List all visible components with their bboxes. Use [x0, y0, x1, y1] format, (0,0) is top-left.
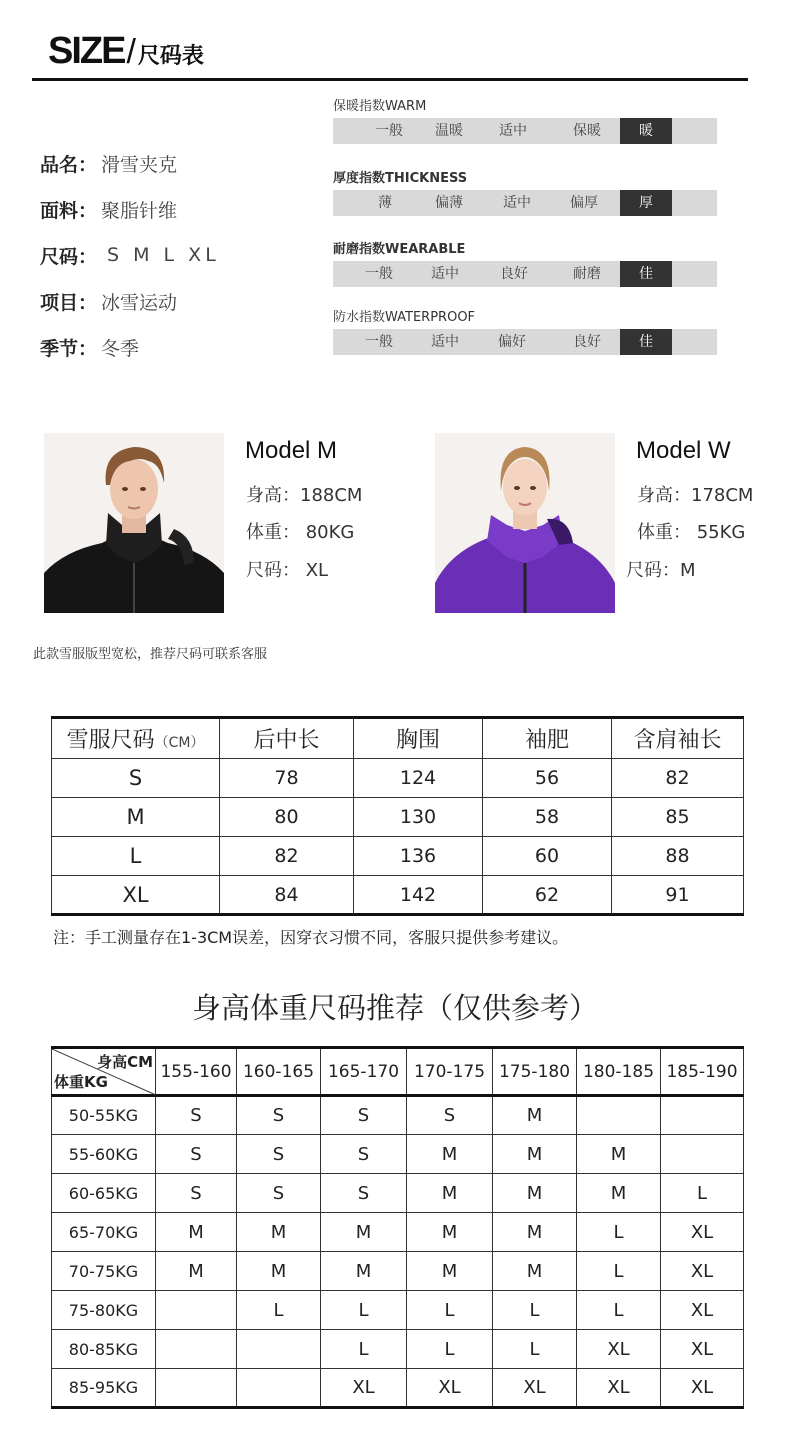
- recommended-size-cell: [156, 1369, 237, 1408]
- model-m-name: Model M: [245, 437, 338, 464]
- wearable-index: [333, 239, 717, 287]
- index-level: 一般: [375, 123, 403, 139]
- recommended-size-cell: S: [237, 1135, 321, 1174]
- recommended-size-cell: L: [577, 1252, 661, 1291]
- table-cell: 62: [483, 876, 612, 915]
- index-level: 偏厚: [570, 195, 598, 211]
- index-title: 厚度指数THICKNESS: [333, 171, 468, 186]
- header-rule: [32, 78, 748, 81]
- recommended-size-cell: S: [237, 1096, 321, 1135]
- recommended-size-cell: M: [407, 1252, 493, 1291]
- product-key: 面料：: [40, 199, 98, 222]
- table-row: [52, 1369, 744, 1408]
- model-w-weight: 体重： 55KG: [637, 522, 746, 543]
- index-level-active: 佳: [620, 261, 672, 287]
- model-w-name: Model W: [636, 437, 731, 464]
- table-row: [52, 1135, 744, 1174]
- recommended-size-cell: M: [407, 1135, 493, 1174]
- size-table-header: [52, 718, 744, 759]
- recommended-size-cell: M: [493, 1135, 577, 1174]
- table-row: [52, 1174, 744, 1213]
- index-level-active: 厚: [620, 190, 672, 216]
- header-title-en: SIZE: [48, 30, 125, 72]
- header-title-cn: 尺码表: [137, 44, 204, 69]
- weight-range-label: 85-95KG: [52, 1369, 156, 1408]
- table-row: [52, 798, 744, 837]
- recommended-size-cell: M: [493, 1174, 577, 1213]
- table-cell: 124: [354, 759, 483, 798]
- index-level: 温暖: [435, 123, 463, 139]
- index-title: 保暖指数WARM: [333, 99, 427, 114]
- table-row: [52, 1291, 744, 1330]
- product-value: 滑雪夹克: [101, 153, 178, 176]
- recommended-size-cell: M: [237, 1213, 321, 1252]
- size-table-header-cell: 袖肥: [483, 718, 612, 759]
- height-range-header: 165-170: [321, 1048, 407, 1096]
- recommended-size-cell: M: [407, 1213, 493, 1252]
- recommended-size-cell: XL: [577, 1330, 661, 1369]
- height-range-header: 170-175: [407, 1048, 493, 1096]
- recommended-size-cell: M: [493, 1252, 577, 1291]
- index-level: 良好: [573, 334, 601, 350]
- weight-range-label: 65-70KG: [52, 1213, 156, 1252]
- recommended-size-cell: [156, 1330, 237, 1369]
- table-cell: 85: [612, 798, 744, 837]
- recommended-size-cell: M: [156, 1213, 237, 1252]
- recommended-size-cell: XL: [661, 1330, 744, 1369]
- recommended-size-cell: M: [493, 1096, 577, 1135]
- recommended-size-cell: [661, 1096, 744, 1135]
- table-cell: 142: [354, 876, 483, 915]
- index-bar: [333, 118, 717, 144]
- recommended-size-cell: S: [156, 1174, 237, 1213]
- recommended-size-cell: S: [321, 1174, 407, 1213]
- index-level: 适中: [499, 123, 527, 139]
- product-key: 品名：: [40, 153, 98, 176]
- table-row: [52, 1330, 744, 1369]
- recommended-size-cell: M: [577, 1174, 661, 1213]
- recommended-size-cell: XL: [661, 1252, 744, 1291]
- product-value: 冬季: [101, 337, 140, 360]
- size-table-unit: （CM）: [154, 735, 205, 751]
- height-range-header: 155-160: [156, 1048, 237, 1096]
- table-row: [52, 1213, 744, 1252]
- weight-range-label: 60-65KG: [52, 1174, 156, 1213]
- index-level: 薄: [378, 195, 392, 211]
- index-level-active: 暖: [620, 118, 672, 144]
- size-table: [51, 716, 744, 916]
- index-bar: [333, 190, 717, 216]
- recommended-size-cell: XL: [321, 1369, 407, 1408]
- product-value: S M L XL: [107, 244, 220, 266]
- recommendation-table: [51, 1046, 744, 1409]
- page-header: [48, 30, 204, 73]
- recommended-size-cell: L: [237, 1291, 321, 1330]
- weight-range-label: 70-75KG: [52, 1252, 156, 1291]
- size-label: L: [52, 837, 220, 876]
- recommended-size-cell: L: [577, 1213, 661, 1252]
- table-row: [52, 1096, 744, 1135]
- fit-note: 此款雪服版型宽松，推荐尺码可联系客服: [33, 647, 268, 662]
- recommended-size-cell: L: [493, 1330, 577, 1369]
- size-label: M: [52, 798, 220, 837]
- weight-range-label: 55-60KG: [52, 1135, 156, 1174]
- index-level: 适中: [431, 334, 459, 350]
- recommended-size-cell: S: [156, 1135, 237, 1174]
- product-key: 项目：: [40, 291, 98, 314]
- recommended-size-cell: M: [577, 1135, 661, 1174]
- product-value: 聚脂针维: [101, 199, 178, 222]
- recommended-size-cell: S: [237, 1174, 321, 1213]
- table-cell: 130: [354, 798, 483, 837]
- size-label: S: [52, 759, 220, 798]
- index-level: 偏好: [498, 334, 526, 350]
- product-key: 季节：: [40, 337, 98, 360]
- recommendation-title: 身高体重尺码推荐（仅供参考）: [191, 991, 598, 1025]
- table-cell: 88: [612, 837, 744, 876]
- weight-range-label: 50-55KG: [52, 1096, 156, 1135]
- model-m-weight: 体重： 80KG: [246, 522, 355, 543]
- recommended-size-cell: L: [407, 1291, 493, 1330]
- recommended-size-cell: XL: [407, 1369, 493, 1408]
- model-m-size: 尺码： XL: [246, 560, 329, 581]
- measure-note: 注：手工测量存在1-3CM误差，因穿衣习惯不同，客服只提供参考建议。: [53, 928, 569, 947]
- table-cell: 82: [220, 837, 354, 876]
- size-table-header-cell: 含肩袖长: [612, 718, 744, 759]
- size-label: XL: [52, 876, 220, 915]
- product-key: 尺码：: [40, 245, 98, 268]
- height-range-header: 180-185: [577, 1048, 661, 1096]
- index-level: 一般: [365, 334, 393, 350]
- table-cell: 82: [612, 759, 744, 798]
- product-row: [40, 186, 220, 232]
- recommended-size-cell: M: [156, 1252, 237, 1291]
- index-level: 适中: [431, 266, 459, 282]
- recommended-size-cell: M: [407, 1174, 493, 1213]
- model-w-size: 尺码：M: [626, 560, 696, 581]
- recommended-size-cell: XL: [661, 1369, 744, 1408]
- table-row: [52, 876, 744, 915]
- model-w-photo: [435, 433, 615, 613]
- recommended-size-cell: L: [321, 1330, 407, 1369]
- model-w-height: 身高：178CM: [637, 485, 754, 506]
- size-table-header-cell: 后中长: [220, 718, 354, 759]
- model-m-photo: [44, 433, 224, 613]
- index-level: 偏薄: [435, 195, 463, 211]
- height-range-header: 160-165: [237, 1048, 321, 1096]
- recommended-size-cell: L: [661, 1174, 744, 1213]
- size-table-header-cell: 胸围: [354, 718, 483, 759]
- recommended-size-cell: [237, 1330, 321, 1369]
- recommendation-corner: [52, 1048, 156, 1096]
- recommended-size-cell: M: [493, 1213, 577, 1252]
- table-row: [52, 759, 744, 798]
- product-info: [40, 140, 220, 370]
- recommended-size-cell: XL: [493, 1369, 577, 1408]
- recommended-size-cell: L: [321, 1291, 407, 1330]
- recommended-size-cell: [156, 1291, 237, 1330]
- height-range-header: 175-180: [493, 1048, 577, 1096]
- recommended-size-cell: XL: [577, 1369, 661, 1408]
- recommended-size-cell: L: [493, 1291, 577, 1330]
- table-cell: 91: [612, 876, 744, 915]
- index-level: 耐磨: [573, 266, 601, 282]
- recommended-size-cell: S: [321, 1135, 407, 1174]
- header-slash: /: [126, 33, 136, 71]
- recommended-size-cell: XL: [661, 1213, 744, 1252]
- index-level-active: 佳: [620, 329, 672, 355]
- product-row: [40, 324, 220, 370]
- index-level: 保暖: [573, 123, 601, 139]
- recommended-size-cell: L: [407, 1330, 493, 1369]
- table-row: [52, 837, 744, 876]
- size-table-corner: [52, 718, 220, 759]
- product-row: [40, 140, 220, 186]
- index-level: 良好: [500, 266, 528, 282]
- index-level: 适中: [503, 195, 531, 211]
- table-cell: 78: [220, 759, 354, 798]
- corner-weight-label: 体重KG: [54, 1073, 108, 1091]
- index-bar: [333, 329, 717, 355]
- product-value: 冰雪运动: [101, 291, 178, 314]
- table-cell: 80: [220, 798, 354, 837]
- recommended-size-cell: M: [237, 1252, 321, 1291]
- index-title: 防水指数WATERPROOF: [333, 310, 476, 325]
- index-level: 一般: [365, 266, 393, 282]
- recommendation-header: [52, 1048, 744, 1096]
- index-title: 耐磨指数WEARABLE: [333, 242, 466, 257]
- waterproof-index: [333, 307, 717, 355]
- corner-height-label: 身高CM: [97, 1053, 153, 1071]
- recommended-size-cell: S: [156, 1096, 237, 1135]
- table-cell: 58: [483, 798, 612, 837]
- product-row: [40, 232, 220, 278]
- product-row: [40, 278, 220, 324]
- warm-index: [333, 96, 717, 144]
- recommended-size-cell: M: [321, 1252, 407, 1291]
- thickness-index: [333, 168, 717, 216]
- weight-range-label: 75-80KG: [52, 1291, 156, 1330]
- height-range-header: 185-190: [661, 1048, 744, 1096]
- recommended-size-cell: M: [321, 1213, 407, 1252]
- table-cell: 60: [483, 837, 612, 876]
- recommended-size-cell: S: [407, 1096, 493, 1135]
- table-cell: 136: [354, 837, 483, 876]
- size-table-corner-label: 雪服尺码: [66, 728, 155, 753]
- index-bar: [333, 261, 717, 287]
- weight-range-label: 80-85KG: [52, 1330, 156, 1369]
- table-cell: 56: [483, 759, 612, 798]
- recommended-size-cell: L: [577, 1291, 661, 1330]
- recommended-size-cell: [237, 1369, 321, 1408]
- recommended-size-cell: S: [321, 1096, 407, 1135]
- recommended-size-cell: [577, 1096, 661, 1135]
- table-row: [52, 1252, 744, 1291]
- table-cell: 84: [220, 876, 354, 915]
- model-m-height: 身高：188CM: [246, 485, 363, 506]
- recommended-size-cell: [661, 1135, 744, 1174]
- recommended-size-cell: XL: [661, 1291, 744, 1330]
